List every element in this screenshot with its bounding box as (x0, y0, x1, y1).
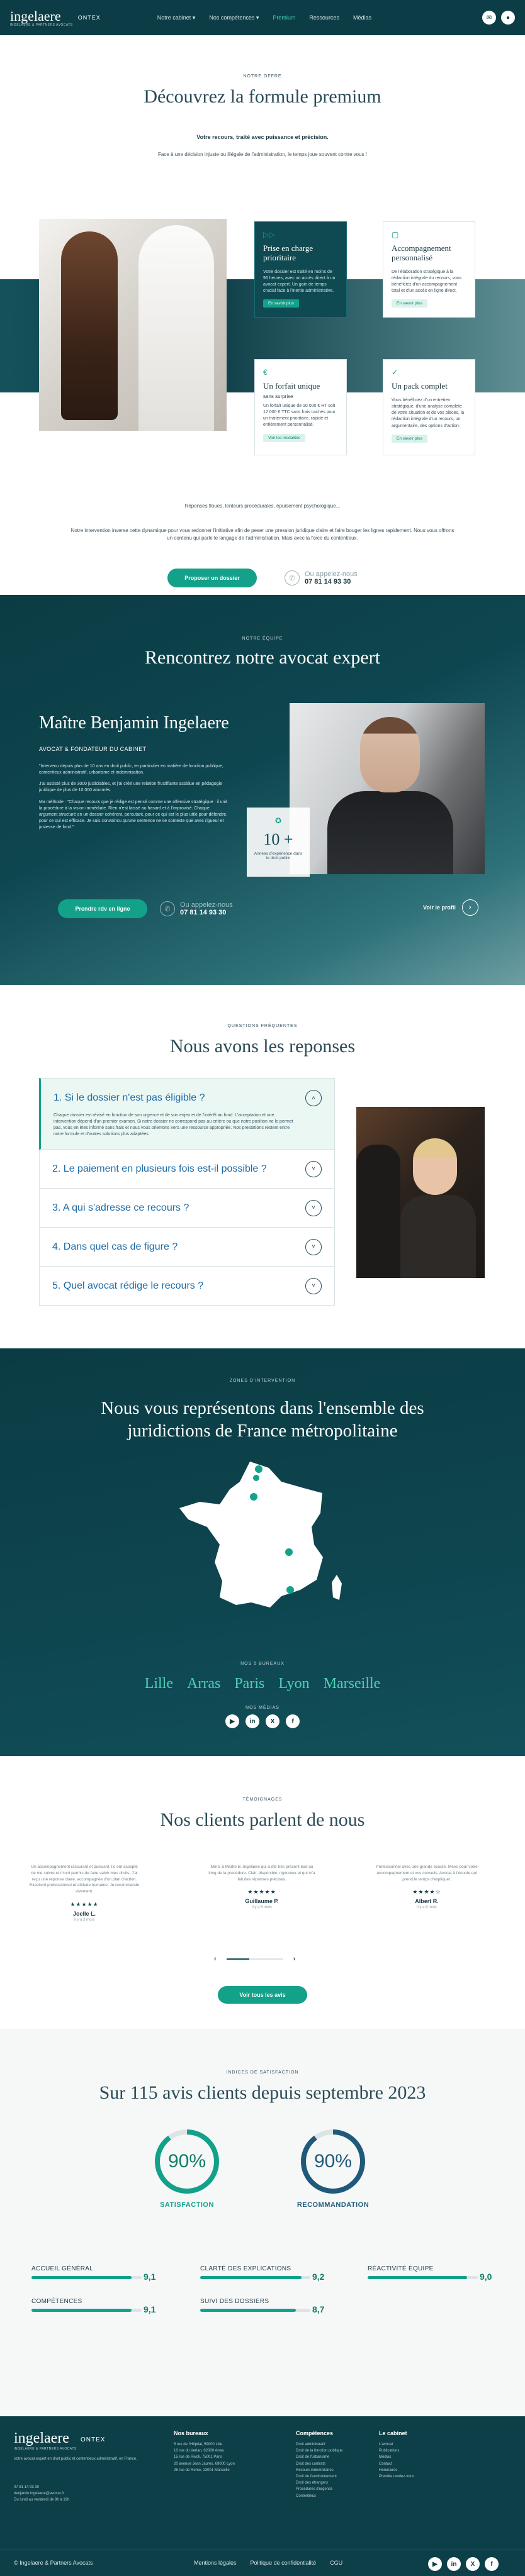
faq-item[interactable] (39, 1267, 335, 1306)
metric-value: 9,1 (144, 2272, 156, 2282)
phone-label: Ou appelez-nous (180, 901, 233, 909)
social-links (0, 1714, 525, 1728)
rating-stars: ★★★★★ (70, 1901, 99, 1907)
footer-link[interactable]: 5 rue de l'Hôpital, 59000 Lille (174, 2443, 223, 2446)
justice-statue-image (39, 219, 227, 431)
city-lille[interactable]: Lille (144, 1675, 174, 1692)
footer-hours: Du lundi au vendredi de 9h à 19h (14, 2498, 70, 2502)
lawyer-bio (39, 763, 228, 836)
carousel-progress (227, 1958, 283, 1960)
metric-competences (31, 2298, 157, 2312)
cgu-link[interactable]: CGU (330, 2560, 343, 2566)
phone-icon: ✆ (160, 901, 175, 916)
map-pin-arras[interactable] (253, 1475, 259, 1481)
phone-number: 07 81 14 93 30 (305, 578, 351, 586)
recommendation-ring (301, 2129, 365, 2194)
footer-link[interactable]: 10 rue du Verlan, 62000 Arras (174, 2449, 224, 2453)
card-title: Prise en charge prioritaire (263, 243, 313, 262)
review-card (371, 1864, 482, 1909)
footer-phone[interactable]: 07 81 14 93 30 (14, 2485, 40, 2489)
ring-value: 90% (306, 2135, 360, 2189)
faq-item[interactable] (39, 1228, 335, 1267)
footer-link[interactable]: Droit de l'urbanisme (296, 2455, 330, 2460)
map-title: Nous vous représentons dans l'ensemble des juridictions de France métropolitaine (101, 1398, 424, 1441)
metric-fill (31, 2309, 132, 2312)
logo-subtitle: INGELAERE & PARTNERS AVOCATS (14, 2447, 77, 2451)
review-date: il y a 6 mois (417, 1906, 437, 1910)
metric-fill (368, 2276, 467, 2279)
faq-question: 3. A qui s'adresse ce recours ? (52, 1202, 189, 1213)
chevron-left-icon[interactable]: ‹ (214, 1955, 217, 1963)
rating-stars: ★★★★☆ (412, 1889, 441, 1896)
review-date: il y a 3 mois (74, 1918, 94, 1922)
footer-link[interactable]: Droit administratif (296, 2443, 325, 2446)
satisfaction-kicker: INDICES DE SATISFACTION (226, 2070, 299, 2075)
rdv-button[interactable]: Prendre rdv en ligne (58, 899, 147, 918)
arrow-right-icon: › (462, 899, 478, 916)
chevron-up-icon[interactable]: ˄ (305, 1090, 322, 1106)
review-text: Merci à Maître B. Ingelaere qui a été très présent tout au long de la procédure. Clair, disponible, rigoureux et qui m'a fait des réponses précises. (208, 1865, 315, 1882)
fast-forward-icon: ▷▷ (263, 230, 275, 239)
footer-col-title: Nos bureaux (174, 2430, 208, 2436)
card-priority (254, 221, 347, 318)
footer-email[interactable]: benjamin.ingelaere@avocat.fr (14, 2492, 64, 2496)
phone-block[interactable] (160, 901, 233, 916)
card-title: Un pack complet (392, 381, 448, 391)
nav-item-medias[interactable]: Médias (353, 14, 371, 21)
consultation-photo (356, 1107, 485, 1278)
map-pin-paris[interactable] (250, 1493, 257, 1501)
offices-label: NOS 5 BUREAUX (240, 1662, 285, 1666)
satisfaction-section (0, 2029, 525, 2416)
footer-link[interactable]: Médias (379, 2455, 392, 2460)
metric-fill (31, 2276, 132, 2279)
footer-contact (14, 2484, 152, 2504)
faq-item[interactable] (39, 1078, 335, 1150)
euro-icon: € (263, 368, 268, 377)
footer-link[interactable]: Droit des contrats (296, 2462, 326, 2466)
facebook-icon[interactable]: f (286, 1714, 300, 1728)
metric-track (31, 2276, 142, 2279)
metric-label: COMPÉTENCES (31, 2298, 82, 2305)
lawyer-kicker: NOTRE ÉQUIPE (242, 636, 283, 641)
premium-lead: Votre recours, traité avec puissance et précision. (196, 134, 329, 140)
map-pin-marseille[interactable] (286, 1586, 294, 1594)
reviewer-name: Albert R. (415, 1898, 439, 1905)
phone-label: Ou appelez-nous (305, 570, 358, 578)
premium-kicker: NOTRE OFFRE (243, 74, 282, 79)
faq-item[interactable] (39, 1189, 335, 1228)
ring-label: RECOMMANDATION (296, 2201, 370, 2209)
metric-accueil (31, 2265, 157, 2282)
youtube-icon[interactable]: ▶ (225, 1714, 239, 1728)
reviews-title: Nos clients parlent de nous (160, 1809, 365, 1830)
metric-value: 9,0 (480, 2272, 492, 2282)
carousel-nav (214, 1955, 295, 1963)
check-icon: ✓ (392, 368, 398, 377)
propose-dossier-button[interactable]: Proposer un dossier (167, 569, 257, 587)
premium-sub: Face à une décision injuste ou illégale de l'administration, le temps joue souvent contre vous ! (158, 152, 367, 157)
logo-text: ingelaere (10, 8, 61, 24)
faq-question: 1. Si le dossier n'est pas éligible ? (54, 1092, 205, 1103)
reviewer-name: Joelle L. (72, 1910, 96, 1917)
map-pin-lyon[interactable] (285, 1548, 293, 1556)
metric-track (200, 2309, 310, 2312)
phone-icon: ✆ (285, 570, 300, 586)
nav-item-cabinet[interactable]: Notre cabinet ▾ (157, 14, 196, 21)
metric-clarte (200, 2265, 326, 2282)
footer-col-title: Compétences (296, 2430, 334, 2436)
legal-links (194, 2560, 342, 2566)
chat-icon: ▢ (392, 230, 399, 239)
ring-value: 90% (160, 2135, 214, 2189)
review-card (206, 1864, 317, 1909)
card-text: De l'élaboration stratégique à la rédaction intégrale du recours, vous bénéficiez d'un accompagnement total et d'un accès en ligne direct. (392, 269, 462, 294)
footer-link[interactable]: Honoraires (379, 2468, 398, 2472)
card-pack (383, 359, 475, 455)
metric-suivi (200, 2298, 326, 2312)
lawyer-section (0, 595, 525, 985)
card-text: Votre dossier est traité en moins de 96 heures, avec un accès direct à un avocat expert. Un gain de temps crucial face à l'inertie administrative. (263, 269, 336, 294)
footer-link[interactable]: Publications (379, 2449, 400, 2453)
faq-answer: Chaque dossier est révisé en fonction de son urgence et de son enjeu et de l'intérêt au fond. L'acceptation et une intervention dépend d'un premier examen. Si notre dossier ne correspond pas au critère ou que notre position ne le permet pas, vous en êtes informé sans frais et nous vous orientons vers une ressource appropriée. Nos prestations restent entre notre formule et d'autres solutions plus adaptées. (54, 1113, 293, 1137)
satisfaction-ring (155, 2129, 219, 2194)
footer-col-title: Le cabinet (379, 2430, 407, 2436)
coverage-section (0, 1348, 525, 1756)
review-text: Un accompagnement rassurant et puissant. Ils ont accepté de me suivre et m'ont permis de faire valoir mes droits. J'ai reçu une réponse claire, accompagnée d'un plan d'action. Excellent professionnel et attitude humaine. Je recommande vivement. (29, 1865, 140, 1894)
medias-label: NOS MÉDIAS (246, 1706, 279, 1710)
reviews-kicker: TÉMOIGNAGES (242, 1797, 283, 1802)
chevron-right-icon[interactable]: › (293, 1955, 296, 1963)
premium-section (0, 35, 525, 595)
lawyer-title: Rencontrez notre avocat expert (145, 647, 380, 668)
site-header (0, 0, 525, 35)
all-reviews-button[interactable]: Voir tous les avis (218, 1986, 307, 2004)
metric-fill (200, 2276, 302, 2279)
stat-number: 10 + (263, 830, 293, 848)
view-profile-label: Voir le profil (423, 904, 456, 911)
x-icon[interactable]: X (266, 1714, 279, 1728)
footer-logo[interactable] (14, 2430, 77, 2451)
nav-item-ressources[interactable]: Ressources (309, 14, 339, 21)
bio-paragraph: "Intervenu depuis plus de 10 ans en droit public, en particulier en matière de fonction publique, contentieux administratif, urbanisme et indemnisation. (39, 764, 223, 775)
footer-link[interactable]: Recours indemnitaires (296, 2468, 334, 2472)
privacy-link[interactable]: Politique de confidentialité (250, 2560, 317, 2566)
city-list (0, 1675, 525, 1692)
faq-kicker: QUESTIONS FRÉQUENTES (227, 1024, 298, 1028)
footer-social (428, 2557, 499, 2571)
corsica-shape (332, 1575, 342, 1600)
lawyer-name: Maître Benjamin Ingelaere (39, 713, 229, 733)
card-more-link[interactable]: En savoir plus (392, 435, 427, 443)
city-arras[interactable]: Arras (187, 1675, 221, 1692)
faq-list (39, 1078, 335, 1306)
linkedin-icon[interactable]: in (246, 1714, 259, 1728)
faq-question: 5. Quel avocat rédige le recours ? (52, 1280, 204, 1291)
faq-question: 4. Dans quel cas de figure ? (52, 1241, 178, 1252)
premium-title: Découvrez la formule premium (144, 86, 381, 107)
rating-stars: ★★★★★ (247, 1889, 276, 1896)
premium-foot-text: Notre intervention inverse cette dynamique pour vous redonner l'initiative afin de peser une pression juridique claire et faire bouger les lignes rapidement. Nous vous offrons un contenu qui parle le langage de l'administration. Mais avec la force du contentieux. (71, 528, 454, 541)
city-lyon[interactable]: Lyon (278, 1675, 310, 1692)
metric-label: SUIVI DES DOSSIERS (200, 2298, 269, 2305)
chevron-down-icon[interactable]: ˅ (305, 1239, 322, 1255)
review-date: il y a 5 mois (252, 1906, 272, 1910)
card-title: Accompagnement personnalisé (392, 243, 451, 262)
footer-col-bureaux (174, 2430, 287, 2473)
experience-stat (247, 808, 310, 877)
faq-title: Nous avons les reponses (169, 1036, 356, 1057)
faq-section (0, 985, 525, 1348)
faq-item[interactable] (39, 1150, 335, 1189)
premium-cta (167, 569, 358, 587)
card-text: Un forfait unique de 10 000 € HT soit 12 000 € TTC sans frais cachés pour un traitement prioritaire, rapide et entièrement personnalisé. (263, 403, 336, 428)
premium-foot-line: Réponses floues, lenteurs procédurales, épuisement psychologique... (184, 503, 341, 509)
youtube-icon[interactable]: ▶ (428, 2557, 442, 2571)
review-card (29, 1864, 140, 1922)
linkedin-icon[interactable]: in (447, 2557, 461, 2571)
footer-link[interactable]: Droit de la fonction publique (296, 2449, 343, 2453)
card-tag: sans surprise (263, 393, 293, 399)
phone-number: 07 81 14 93 30 (180, 909, 227, 916)
map-pin-lille[interactable] (255, 1465, 262, 1473)
bio-paragraph: Ma méthode : "Chaque recours que je rédige est pensé comme une offensive stratégique : il unit la procédure à la vision immédiate. Rien n'est laissé au hasard et à l'improvisé. Chaque argument structuré en un dossier cohérent, percutant, pour ce qui est le plus utile pour défendre, pour ce qui est efficace. Je suis convaincu qu'une sentence ne se conteste que avec rigueur et justesse de fond." (39, 799, 228, 830)
bio-paragraph: J'ai assisté plus de 3000 justiciables, et j'ai créé une relation fructifiante assidue en pédagogie juridique de plus de 10 000 abonnés. (39, 782, 223, 793)
card-title: Un forfait unique (263, 381, 320, 391)
metric-label: RÉACTIVITÉ ÉQUIPE (368, 2265, 434, 2272)
site-logo[interactable] (10, 8, 73, 27)
mail-icon[interactable]: ✉ (482, 11, 496, 25)
metric-fill (200, 2309, 296, 2312)
view-profile-link[interactable] (423, 899, 478, 916)
metric-reactivite (368, 2265, 494, 2282)
chevron-down-icon[interactable]: ˅ (305, 1200, 322, 1216)
x-icon[interactable]: X (466, 2557, 480, 2571)
logo-subtitle: INGELAERE & PARTNERS AVOCATS (10, 23, 73, 27)
header-actions (482, 11, 515, 25)
card-forfait (254, 359, 347, 455)
metric-value: 9,2 (312, 2272, 325, 2282)
phone-block[interactable] (285, 570, 358, 586)
footer-link[interactable]: 15 rue de Rivoli, 75001 Paris (174, 2455, 223, 2460)
ring-label: SATISFACTION (160, 2201, 214, 2209)
city-marseille[interactable]: Marseille (323, 1675, 381, 1692)
award-icon: ✪ (274, 816, 282, 825)
logo-text: ingelaere (14, 2430, 69, 2446)
footer-link[interactable]: Contentieux (296, 2494, 317, 2498)
user-icon[interactable]: ● (501, 11, 515, 25)
footer-link[interactable]: Droit des étrangers (296, 2481, 329, 2485)
partner-logo: ONTEX (81, 2436, 106, 2443)
partner-logo: ONTEX (77, 14, 101, 21)
metric-track (368, 2276, 478, 2279)
footer-col-cabinet (379, 2430, 492, 2480)
copyright: © Ingelaere & Partners Avocats (14, 2560, 93, 2566)
map-kicker: ZONES D'INTERVENTION (229, 1379, 296, 1383)
lawyer-role: AVOCAT & FONDATEUR DU CABINET (39, 746, 147, 752)
metric-value: 9,1 (144, 2304, 156, 2314)
carousel-progress-fill (227, 1958, 249, 1960)
footer-link[interactable]: Droit de l'environnement (296, 2474, 337, 2479)
reviewer-name: Guillaume P. (245, 1898, 279, 1905)
footer-link[interactable]: Prendre rendez-vous (379, 2474, 415, 2479)
main-nav (157, 14, 371, 21)
lawyer-cta (58, 899, 233, 918)
lawyer-photo (290, 703, 485, 874)
facebook-icon[interactable]: f (485, 2557, 499, 2571)
card-text: Vous bénéficiez d'un entretien stratégique, d'une analyse complète de votre situation et de vos pièces, la rédaction intégrale d'un recours, un argumentaire, des options d'action. (392, 397, 465, 428)
faq-question: 2. Le paiement en plusieurs fois est-il possible ? (52, 1163, 267, 1174)
footer-link[interactable]: Procédures d'urgence (296, 2487, 333, 2492)
city-paris[interactable]: Paris (234, 1675, 265, 1692)
metric-track (200, 2276, 310, 2279)
review-text: Professionnel avec une grande écoute. Merci pour votre accompagnement et vos conseils. Avocat à l'écoute qui prend le temps d'expliquer. (376, 1865, 478, 1882)
stat-label: Années d'expérience dans le droit public (254, 852, 303, 860)
footer-link[interactable]: 20 avenue Jean Jaurès, 69000 Lyon (174, 2462, 235, 2466)
footer-link[interactable]: Contact (379, 2462, 392, 2466)
card-accompagnement (383, 221, 475, 318)
footer-link[interactable]: L'avocat (379, 2443, 393, 2446)
france-map (174, 1457, 351, 1614)
satisfaction-title: Sur 115 avis clients depuis septembre 2023 (99, 2082, 426, 2103)
chevron-down-icon[interactable]: ˅ (305, 1161, 322, 1177)
card-more-link[interactable]: En savoir plus (263, 299, 299, 308)
metric-track (31, 2309, 142, 2312)
card-more-link[interactable]: Voir les modalités (263, 434, 305, 442)
metric-value: 8,7 (312, 2304, 325, 2314)
chevron-down-icon[interactable]: ˅ (305, 1278, 322, 1294)
site-footer (0, 2416, 525, 2576)
card-more-link[interactable]: En savoir plus (392, 299, 427, 308)
france-shape (179, 1462, 323, 1607)
metric-label: CLARTÉ DES EXPLICATIONS (200, 2265, 291, 2272)
reviews-section (0, 1756, 525, 2029)
legal-mentions-link[interactable]: Mentions légales (194, 2560, 237, 2566)
nav-item-competences[interactable]: Nos compétences ▾ (209, 14, 259, 21)
metric-label: ACCUEIL GÉNÉRAL (31, 2265, 94, 2272)
footer-description: Votre avocat expert en droit public et contentieux administratif, en France. (14, 2457, 137, 2461)
nav-item-premium[interactable]: Premium (273, 14, 296, 21)
footer-link[interactable]: 25 rue de Rome, 13001 Marseille (174, 2468, 230, 2472)
